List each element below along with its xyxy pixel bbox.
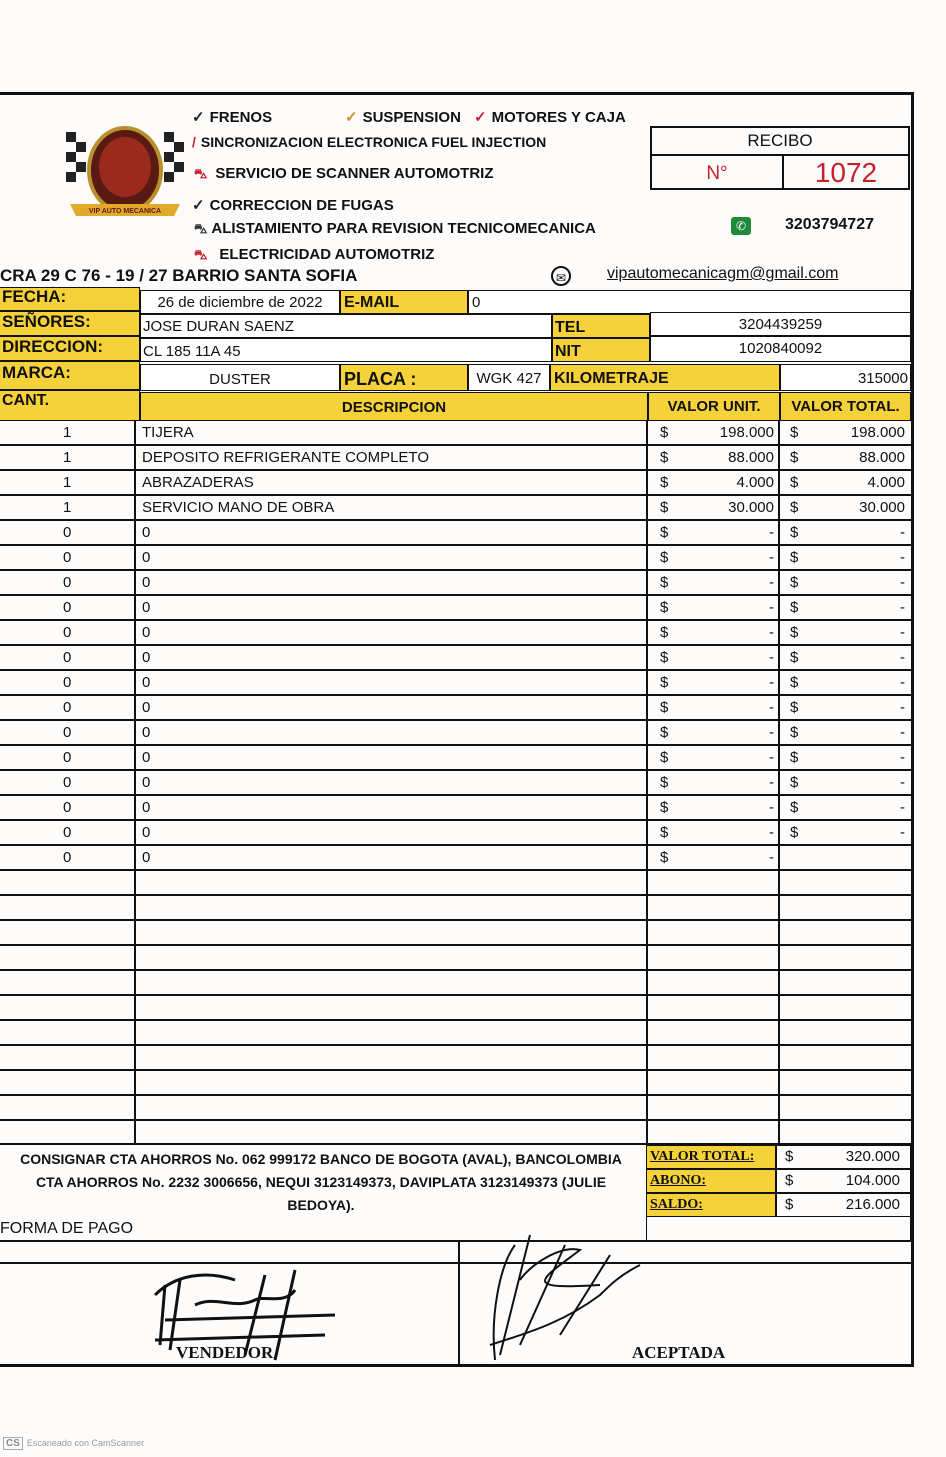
marca-label: MARCA: — [0, 361, 140, 390]
valor-total-value: 320.000 — [845, 1148, 900, 1165]
nit-value: 1020840092 — [650, 336, 911, 362]
table-row-empty — [0, 971, 911, 996]
table-row: 0 0 $ - $ - — [0, 746, 911, 771]
forma-de-pago-label: FORMA DE PAGO — [0, 1220, 134, 1237]
service-fugas: ✓ CORRECCION DE FUGAS — [192, 197, 394, 214]
abono-row: ABONO: $ 104.000 — [646, 1169, 911, 1193]
check-icon: ✓ — [192, 197, 205, 214]
vip-automecanica-logo-icon — [62, 112, 188, 224]
service-sincronizacion: / SINCRONIZACION ELECTRONICA FUEL INJECTION — [192, 134, 547, 150]
abono-value: 104.000 — [845, 1172, 900, 1189]
tel-value: 3204439259 — [650, 312, 911, 336]
kilometraje-value: 315000 — [780, 364, 911, 391]
saldo-row: SALDO: $ 216.000 — [646, 1193, 911, 1217]
table-row: 0 0 $ - $ - — [0, 721, 911, 746]
placa-value: WGK 427 — [468, 364, 550, 391]
table-row-empty — [0, 1046, 911, 1071]
receipt-title: RECIBO — [652, 128, 908, 156]
table-row-empty — [0, 946, 911, 971]
table-row: 0 0 $ - $ - — [0, 546, 911, 571]
senores-value: JOSE DURAN SAENZ — [140, 314, 552, 338]
receipt-number-label: N° — [652, 156, 784, 190]
check-icon: / — [192, 134, 196, 150]
email-value: 0 — [468, 290, 911, 314]
table-row-empty — [0, 896, 911, 921]
header-cant: CANT. — [0, 390, 140, 421]
check-icon: ✓ — [345, 109, 358, 126]
table-row: 1 SERVICIO MANO DE OBRA $ 30.000 $ 30.000 — [0, 496, 911, 521]
table-row-empty — [0, 1071, 911, 1096]
camscanner-icon: CS — [3, 1437, 23, 1450]
business-address: CRA 29 C 76 - 19 / 27 BARRIO SANTA SOFIA — [0, 266, 358, 285]
email-label: E-MAIL — [340, 290, 468, 314]
svg-text:VIP AUTO MECANICA: VIP AUTO MECANICA — [88, 208, 162, 215]
table-row: 0 0 $ - $ - — [0, 621, 911, 646]
car-icon: ⛍ — [194, 247, 208, 262]
vendedor-label: VENDEDOR — [176, 1343, 274, 1362]
header-valor-total: VALOR TOTAL. — [780, 392, 911, 421]
car-icon: ⛍ — [194, 221, 208, 236]
service-motores: ✓ MOTORES Y CAJA — [474, 109, 626, 126]
check-icon: ✓ — [192, 109, 205, 126]
service-suspension: ✓ SUSPENSION — [345, 109, 461, 126]
camscanner-watermark: CS Escaneado con CamScanner — [3, 1437, 144, 1450]
service-scanner: ⛍ SERVICIO DE SCANNER AUTOMOTRIZ — [194, 165, 494, 182]
header-valor-unit: VALOR UNIT. — [648, 392, 780, 421]
fecha-label: FECHA: — [0, 287, 140, 311]
service-alistamiento: ⛍ ALISTAMIENTO PARA REVISION TECNICOMECANICA — [194, 220, 596, 237]
receipt-number-box — [650, 126, 910, 190]
check-icon: ✓ — [474, 109, 487, 126]
table-row-empty — [0, 1096, 911, 1121]
table-row: 0 0 $ - $ - — [0, 671, 911, 696]
table-row-empty — [0, 871, 911, 896]
table-row-empty — [0, 996, 911, 1021]
aceptada-label: ACEPTADA — [632, 1343, 726, 1362]
senores-label: SEÑORES: — [0, 311, 140, 336]
fecha-value: 26 de diciembre de 2022 — [140, 290, 340, 314]
table-row: 1 TIJERA $ 198.000 $ 198.000 — [0, 421, 911, 446]
table-row-empty — [0, 921, 911, 946]
car-icon: ⛍ — [194, 166, 208, 181]
table-row: 1 DEPOSITO REFRIGERANTE COMPLETO $ 88.000 $ 88.000 — [0, 446, 911, 471]
header-descripcion: DESCRIPCION — [140, 392, 648, 421]
table-row: 0 0 $ - $ - — [0, 771, 911, 796]
nit-label: NIT — [552, 338, 650, 362]
table-row-empty — [0, 1021, 911, 1046]
table-row: 0 0 $ - $ - — [0, 796, 911, 821]
service-frenos: ✓ FRENOS — [192, 109, 273, 126]
service-electricidad: ⛍ ELECTRICIDAD AUTOMOTRIZ — [194, 246, 435, 263]
placa-label: PLACA : — [340, 364, 468, 391]
business-email: vipautomecanicagm@gmail.com — [607, 265, 839, 282]
table-row: 0 0 $ - $ - — [0, 646, 911, 671]
saldo-value: 216.000 — [845, 1196, 900, 1213]
receipt-number: 1072 — [814, 157, 878, 188]
table-row: 0 0 $ - — [0, 846, 911, 871]
table-row: 0 0 $ - $ - — [0, 696, 911, 721]
payment-instructions: CONSIGNAR CTA AHORROS No. 062 999172 BANCO DE BOGOTA (AVAL), BANCOLOMBIA CTA AHORROS No. 2232 3006656, NEQUI 3123149373, DAVIPLATA 3123149373 (JULIE BEDOYA). — [20, 1151, 622, 1213]
whatsapp-number: 3203794727 — [785, 216, 874, 233]
tel-label: TEL — [552, 314, 650, 338]
items-table — [0, 421, 911, 1145]
marca-value: DUSTER — [140, 364, 340, 391]
valor-total-row: VALOR TOTAL: $ 320.000 — [646, 1145, 911, 1169]
kilometraje-label: KILOMETRAJE — [550, 364, 780, 391]
table-row: 0 0 $ - $ - — [0, 596, 911, 621]
table-row: 0 0 $ - $ - — [0, 521, 911, 546]
table-row-empty — [0, 1121, 911, 1145]
table-row: 0 0 $ - $ - — [0, 821, 911, 846]
table-row: 0 0 $ - $ - — [0, 571, 911, 596]
table-row: 1 ABRAZADERAS $ 4.000 $ 4.000 — [0, 471, 911, 496]
direccion-value: CL 185 11A 45 — [140, 338, 552, 362]
mail-icon: ✉ — [551, 266, 571, 286]
direccion-label: DIRECCION: — [0, 336, 140, 361]
whatsapp-icon: ✆ — [731, 217, 751, 235]
aceptada-signature-icon — [460, 1225, 660, 1365]
